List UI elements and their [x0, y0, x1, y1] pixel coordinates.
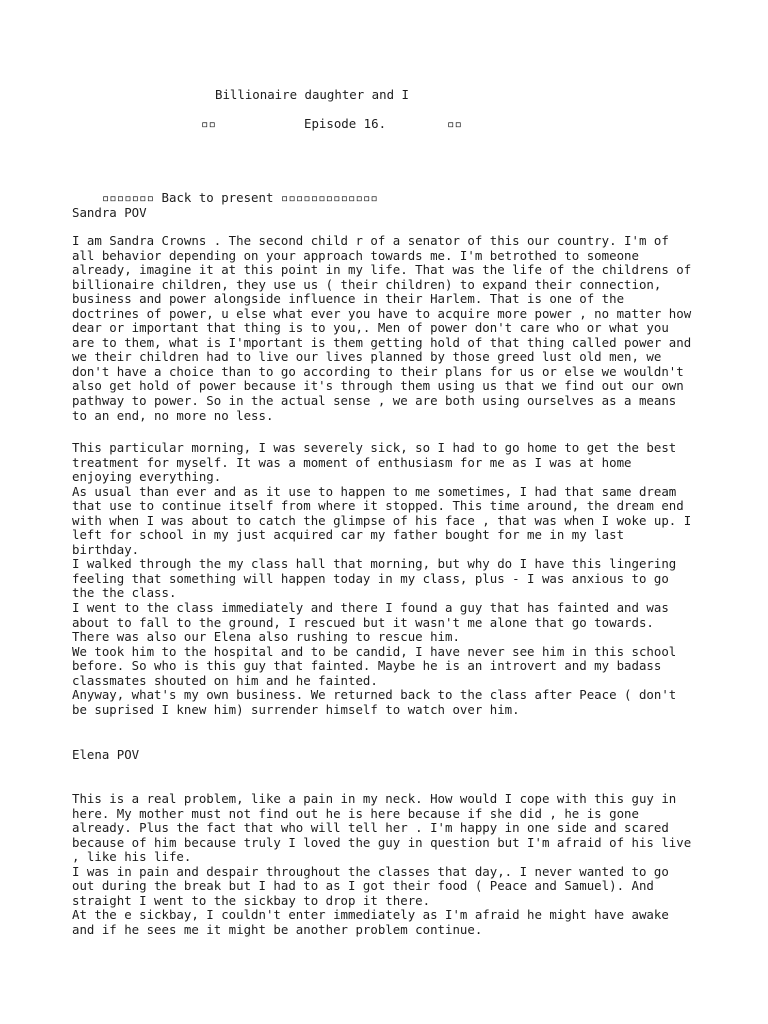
- text-line: This particular morning, I was severely sick, so I had to go home to get the best: [72, 440, 677, 455]
- text-line: here. My mother must not find out he is here because if she did , he is gone: [72, 805, 639, 821]
- text-line: don't have a choice than to go according to their plans for us or else we wouldn't: [72, 363, 684, 379]
- text-line: , like his life.: [72, 849, 192, 865]
- text-line: left for school in my just acquired car my father bought for me in my last: [72, 527, 625, 543]
- text-line: that use to continue itself from where it stopped. This time around, the dream end: [72, 498, 684, 514]
- text-line: with when I was about to catch the glimpse of his face , that was when I woke up. I: [72, 512, 692, 528]
- episode-label: Episode 16.: [304, 116, 387, 131]
- text-line: enjoying everything.: [72, 469, 222, 485]
- sandra-pov-heading: Sandra POV: [72, 205, 147, 220]
- text-line: As usual than ever and as it use to happen to me sometimes, I had that same dream: [72, 483, 677, 499]
- elena-paragraph-1: [72, 792, 712, 937]
- text-line: business and power alongside influence in their Harlem. That is one of the: [72, 291, 625, 307]
- sandra-paragraph-2: [72, 441, 712, 717]
- elena-pov-heading: Elena POV: [72, 747, 140, 762]
- text-line: birthday.: [72, 541, 140, 557]
- text-line: billionaire children, they use us ( their children) to expand their connection,: [72, 276, 662, 292]
- text-line: about to fall to the ground, I rescued but it wasn't me alone that go towards.: [72, 614, 654, 630]
- text-line: Anyway, what's my own business. We returned back to the class after Peace ( don't: [72, 687, 677, 703]
- text-line: and if he sees me it might be another problem continue.: [72, 921, 483, 937]
- text-line: doctrines of power, u else what ever you have to acquire more power , no matter how: [72, 305, 692, 321]
- text-line: We took him to the hospital and to be candid, I have never see him in this school: [72, 643, 677, 659]
- back-suffix-marks: ▫▫▫▫▫▫▫▫▫▫▫▫▫: [280, 189, 378, 205]
- text-line: dear or important that thing is to you,. Men of power don't care who or what you: [72, 320, 669, 336]
- text-line: pathway to power. So in the actual sense , we are both using ourselves as a means: [72, 393, 677, 409]
- text-line: to an end, no more no less.: [72, 407, 274, 423]
- text-line: are to them, what is I'mportant is them getting hold of that thing called power and: [72, 334, 692, 350]
- text-line: also get hold of power because it's through them using us that we find out our own: [72, 378, 684, 394]
- text-line: I was in pain and despair throughout the classes that day,. I never wanted to go: [72, 863, 669, 879]
- story-title: Billionaire daughter and I: [215, 87, 409, 102]
- text-line: treatment for myself. It was a moment of enthusiasm for me as I was at home: [72, 454, 632, 470]
- text-line: we their children had to live our lives planned by those greed lust old men, we: [72, 349, 662, 365]
- text-line: the the class.: [72, 585, 177, 601]
- back-prefix-marks: ▫▫▫▫▫▫▫: [101, 189, 155, 205]
- text-line: classmates shouted on him and he fainted.: [72, 672, 378, 688]
- text-line: straight I went to the sickbay to drop it there.: [72, 892, 431, 908]
- text-line: At the e sickbay, I couldn't enter immediately as I'm afraid he might have awake: [72, 907, 669, 923]
- text-line: already. Plus the fact that who will tell her . I'm happy in one side and scared: [72, 820, 669, 836]
- sandra-paragraph-1: [72, 234, 712, 423]
- text-line: because of him because truly I loved the guy in question but I'm afraid of his live: [72, 834, 692, 850]
- text-line: already, imagine it at this point in my life. That was the life of the childrens of: [72, 262, 692, 278]
- episode-right-marks: ▫▫: [447, 116, 462, 131]
- text-line: I went to the class immediately and there I found a guy that has fainted and was: [72, 600, 669, 616]
- text-line: be suprised I knew him) surrender himself to watch over him.: [72, 701, 520, 717]
- text-line: I am Sandra Crowns . The second child r of a senator of this our country. I'm of: [72, 233, 669, 248]
- text-line: feeling that something will happen today in my class, plus - I was anxious to go: [72, 570, 669, 586]
- text-line: all behavior depending on your approach towards me. I'm betrothed to someone: [72, 247, 639, 263]
- text-line: There was also our Elena also rushing to rescue him.: [72, 629, 460, 645]
- back-to-present-label: Back to present: [161, 189, 274, 205]
- episode-left-marks: ▫▫: [201, 116, 216, 131]
- text-line: This is a real problem, like a pain in my neck. How would I cope with this guy in: [72, 791, 677, 806]
- text-line: I walked through the my class hall that morning, but why do I have this lingering: [72, 556, 677, 572]
- text-line: out during the break but I had to as I got their food ( Peace and Samuel). And: [72, 878, 654, 894]
- text-line: before. So who is this guy that fainted. Maybe he is an introvert and my badass: [72, 658, 662, 674]
